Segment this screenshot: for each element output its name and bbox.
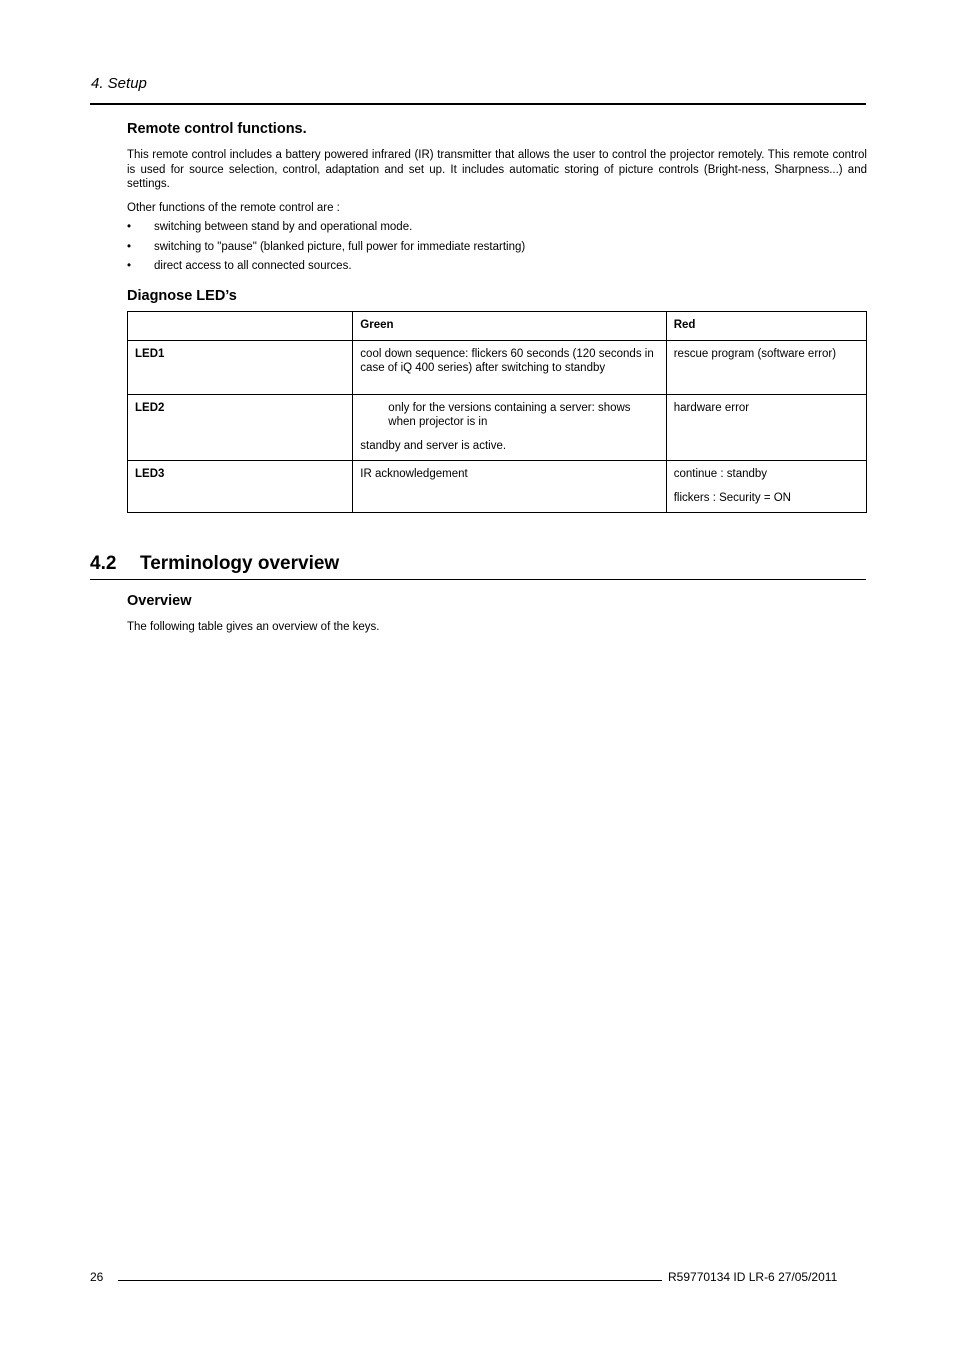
remote-control-paragraph: This remote control includes a battery powered infrared (IR) transmitter that allows the user to control the projector remotely. This remote control is used for source selection, control, adaptation and set up. It includes automatic storing of picture controls (Bright-ness, Sharpness...) and settings.: [127, 149, 867, 190]
section-title: [90, 553, 339, 575]
cell-text: flickers : Security = ON: [673, 491, 791, 504]
red-cell: [666, 394, 866, 461]
list-item-text: switching between stand by and operational mode.: [154, 221, 413, 233]
list-item: [127, 240, 867, 260]
overview-heading: Overview: [127, 593, 192, 609]
overview-text: The following table gives an overview of the keys.: [127, 621, 380, 633]
chapter-header: 4. Setup: [91, 75, 147, 92]
remote-control-heading: Remote control functions.: [127, 121, 307, 137]
section-number: 4.2: [90, 553, 117, 574]
page-number: 26: [90, 1270, 104, 1284]
row-label: LED1: [128, 340, 353, 394]
row-label: LED3: [128, 461, 353, 513]
cell-text: only for the versions containing a server: shows when projector is in: [388, 401, 631, 428]
red-cell: [666, 461, 866, 513]
cell-text: cool down sequence: flickers 60 seconds (120 seconds in case of iQ 400 series) after switching to standby: [360, 347, 654, 374]
column-header-green: Green: [353, 312, 666, 341]
list-item-text: switching to "pause" (blanked picture, full power for immediate restarting): [154, 240, 526, 253]
cell-text: hardware error: [673, 401, 750, 414]
list-item: [127, 220, 867, 240]
remote-functions-intro: Other functions of the remote control are :: [127, 202, 340, 214]
bullet-icon: •: [127, 221, 132, 233]
bullet-icon: •: [127, 260, 132, 272]
red-cell: [666, 340, 866, 394]
table-row: [128, 394, 867, 461]
diagnose-led-table: [127, 311, 867, 513]
cell-text: continue : standby: [673, 468, 768, 480]
diagnose-leds-heading: Diagnose LED’s: [127, 288, 237, 304]
footer-rule: [118, 1280, 662, 1281]
column-header-led: [128, 312, 353, 341]
table-row: [128, 461, 867, 513]
cell-text: IR acknowledgement: [360, 468, 468, 480]
green-cell: [353, 340, 666, 394]
header-rule: [90, 103, 866, 105]
remote-functions-list: [127, 220, 867, 279]
section-title-text: Terminology overview: [140, 553, 340, 574]
green-cell: [353, 394, 666, 461]
list-item: [127, 259, 867, 279]
document-id: R59770134 ID LR-6 27/05/2011: [668, 1270, 838, 1284]
table-header-row: [128, 312, 867, 341]
table-row: [128, 340, 867, 394]
green-cell: [353, 461, 666, 513]
cell-text: rescue program (software error): [673, 347, 837, 360]
column-header-red: Red: [666, 312, 866, 341]
cell-text: standby and server is active.: [360, 439, 507, 452]
list-item-text: direct access to all connected sources.: [154, 260, 352, 272]
bullet-icon: •: [127, 240, 132, 253]
row-label: LED2: [128, 394, 353, 461]
section-rule: [90, 579, 866, 580]
